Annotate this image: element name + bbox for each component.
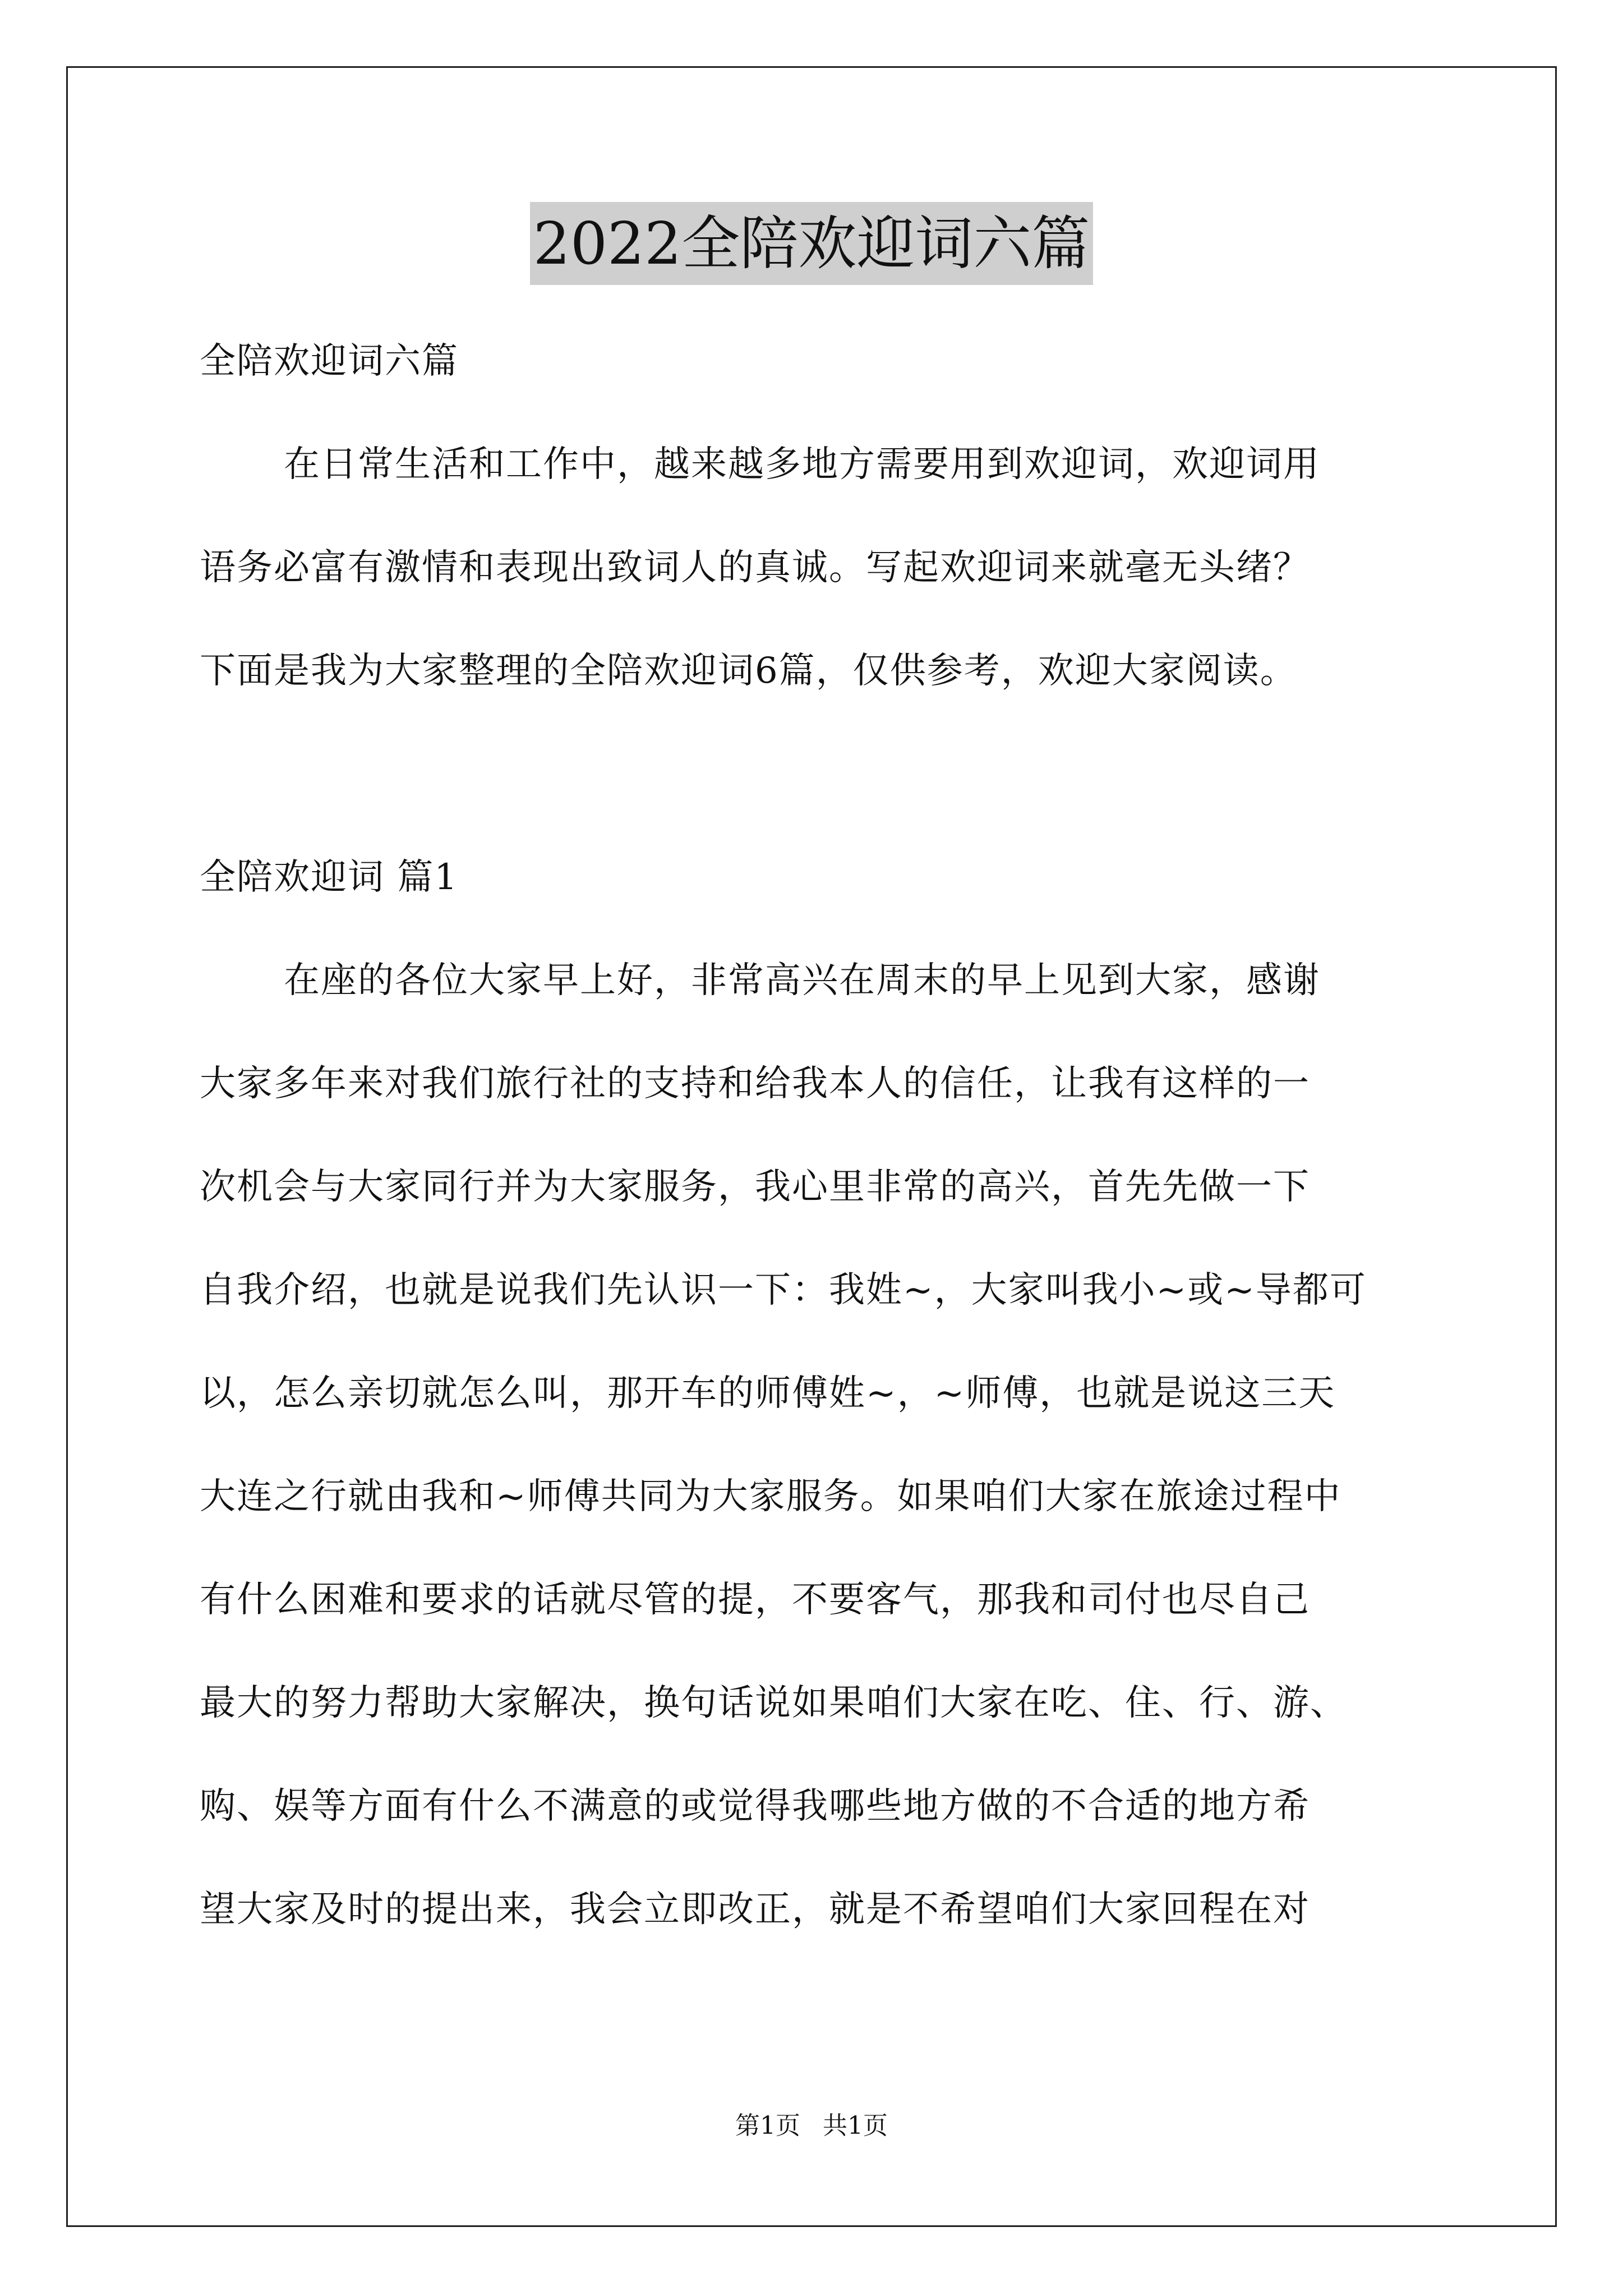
- text-line: [200, 723, 1450, 826]
- text-line: 自我介绍，也就是说我们先认识一下：我姓~，大家叫我小~或~导都可: [200, 1269, 1367, 1311]
- title-container: [0, 202, 1623, 285]
- document-body: [200, 310, 1450, 1961]
- text-line: 在座的各位大家早上好，非常高兴在周末的早上见到大家，感谢: [284, 960, 1320, 1001]
- text-line: 大家多年来对我们旅行社的支持和给我本人的信任，让我有这样的一: [200, 1063, 1310, 1105]
- page-number: 第1页: [735, 2111, 800, 2140]
- text-line: 语务必富有激情和表现出致词人的真诚。写起欢迎词来就毫无头绪？: [200, 547, 1310, 588]
- text-line: 最大的努力帮助大家解决，换句话说如果咱们大家在吃、住、行、游、: [200, 1682, 1347, 1724]
- page-total: 共1页: [823, 2111, 888, 2140]
- document-title: 2022全陪欢迎词六篇: [530, 202, 1094, 285]
- text-line: 购、娱等方面有什么不满意的或觉得我哪些地方做的不合适的地方希: [200, 1786, 1310, 1827]
- text-line: 全陪欢迎词 篇1: [200, 857, 459, 898]
- text-line: 以，怎么亲切就怎么叫，那开车的师傅姓~，~师傅，也就是说这三天: [200, 1373, 1336, 1414]
- text-line: 大连之行就由我和~师傅共同为大家服务。如果咱们大家在旅途过程中: [200, 1476, 1341, 1517]
- text-line: 全陪欢迎词六篇: [200, 341, 459, 382]
- page-footer: [0, 2109, 1623, 2143]
- text-line: 有什么困难和要求的话就尽管的提，不要客气，那我和司付也尽自己: [200, 1579, 1310, 1621]
- text-line: 下面是我为大家整理的全陪欢迎词6篇，仅供参考，欢迎大家阅读。: [200, 650, 1297, 692]
- text-line: 在日常生活和工作中，越来越多地方需要用到欢迎词，欢迎词用: [284, 444, 1320, 485]
- text-line: 次机会与大家同行并为大家服务，我心里非常的高兴，首先先做一下: [200, 1166, 1310, 1208]
- text-line: 望大家及时的提出来，我会立即改正，就是不希望咱们大家回程在对: [200, 1889, 1310, 1930]
